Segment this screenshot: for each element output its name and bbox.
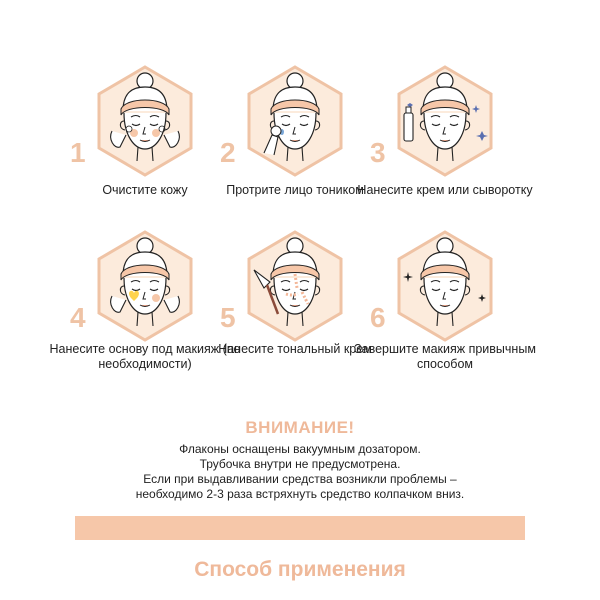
face-cleansing-icon xyxy=(90,65,200,175)
step-label: Протрите лицо тоником xyxy=(226,183,364,197)
step-label: Очистите кожу xyxy=(102,183,188,197)
step-number: 2 xyxy=(220,137,236,168)
warning-line: Если при выдавливании средства возникли проблемы – xyxy=(143,472,457,486)
warning-line: Флаконы оснащены вакуумным дозатором. xyxy=(179,442,421,456)
face-foundation-brush-icon xyxy=(240,230,350,340)
warning-text xyxy=(60,442,540,502)
face-cream-icon xyxy=(390,65,500,175)
step-number: 6 xyxy=(370,302,386,333)
step-3 xyxy=(345,65,545,215)
face-finished-icon xyxy=(390,230,500,340)
step-number: 4 xyxy=(70,302,86,333)
face-toner-icon xyxy=(240,65,350,175)
warning-line: Трубочка внутри не предусмотрена. xyxy=(199,457,401,471)
step-label: Завершите макияж привычным способом xyxy=(354,342,536,371)
step-label: Нанесите основу под макияж (по необходимости) xyxy=(49,342,241,371)
step-6 xyxy=(345,230,545,380)
step-number: 1 xyxy=(70,137,86,168)
page-title: Способ применения xyxy=(194,558,406,581)
step-number: 3 xyxy=(370,137,386,168)
step-label: Нанесите крем или сыворотку xyxy=(357,183,533,197)
warning-line: необходимо 2-3 раза встряхнуть средство колпачком вниз. xyxy=(135,487,465,501)
face-primer-icon xyxy=(90,230,200,340)
step-number: 5 xyxy=(220,302,236,333)
warning-title: ВНИМАНИЕ! xyxy=(245,418,355,437)
step-label: Нанесите тональный крем xyxy=(218,342,372,356)
accent-band xyxy=(75,516,525,540)
